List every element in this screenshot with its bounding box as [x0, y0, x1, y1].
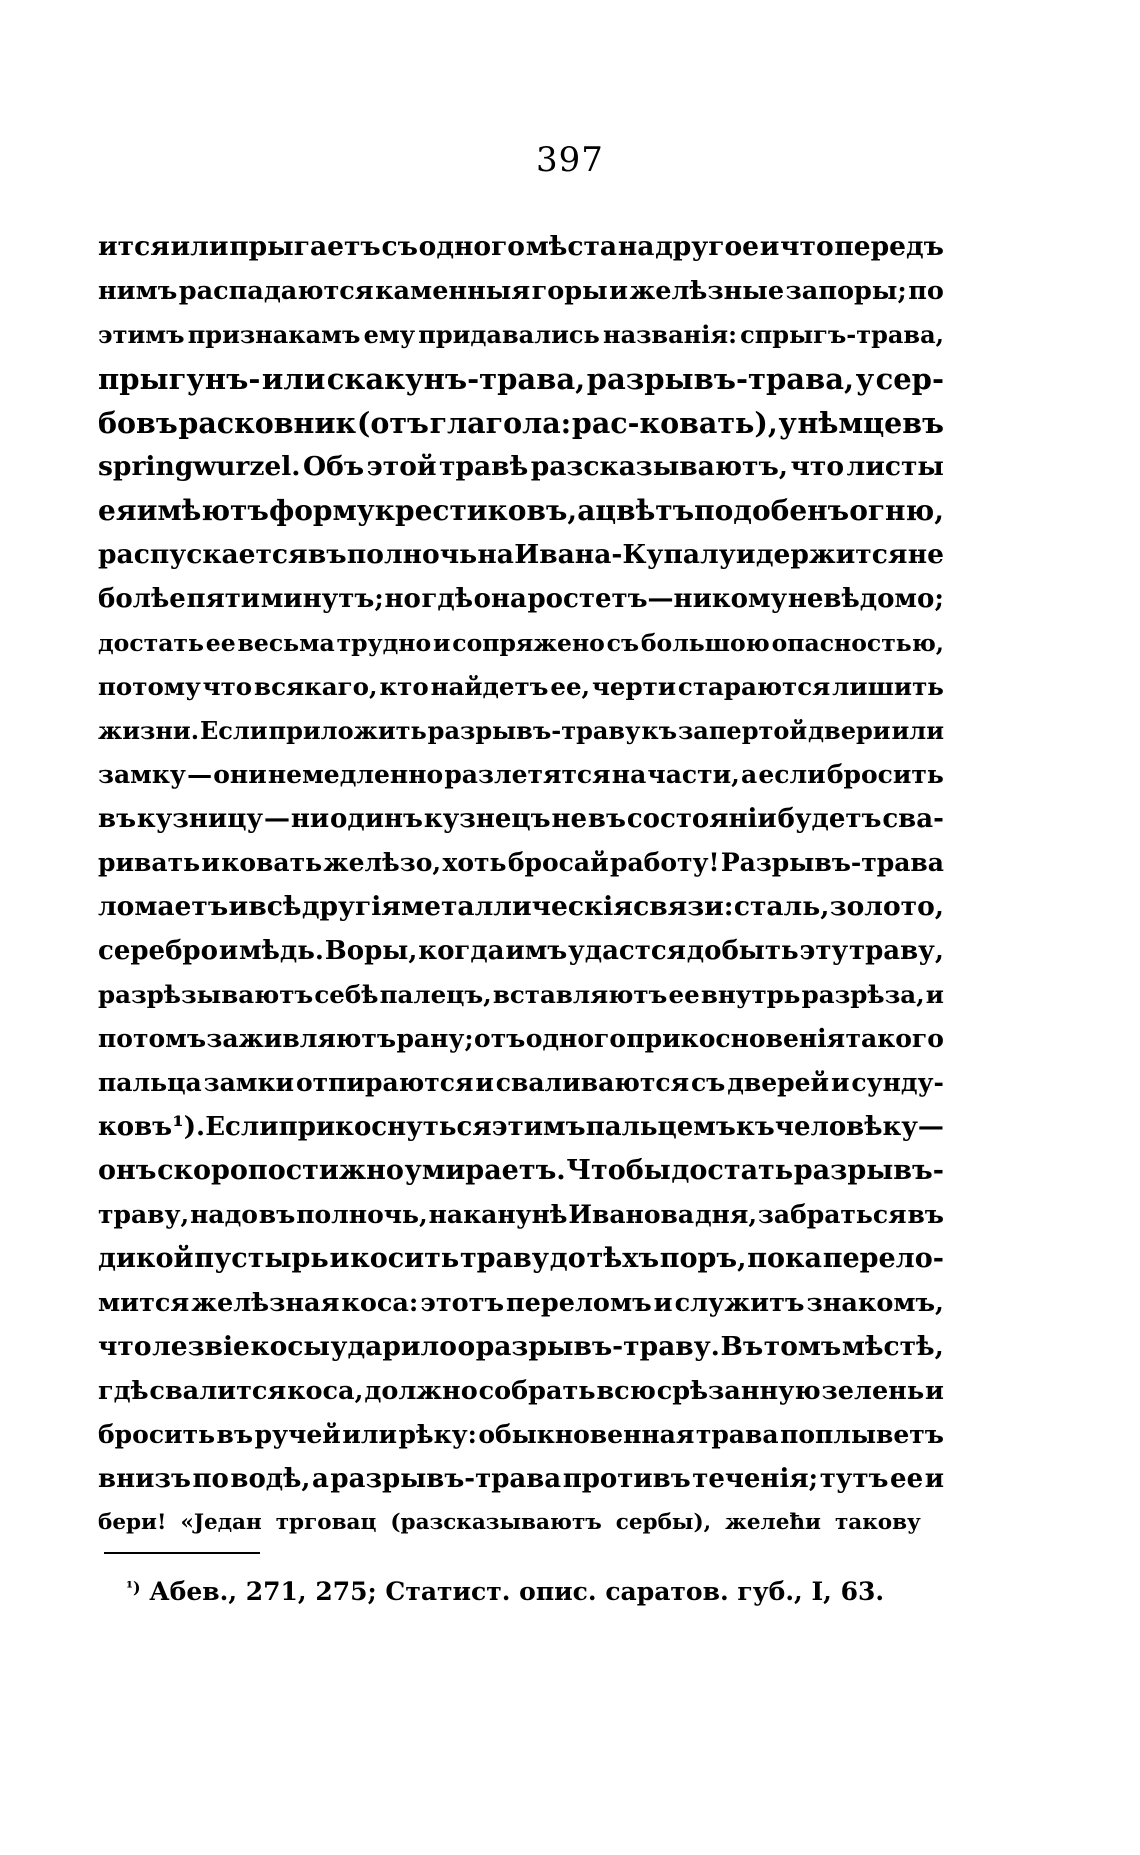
page-number: 397 [536, 140, 604, 180]
text-line: бовъ расковник (отъ глагола: рас-ковать), у нѣмцевъ [98, 406, 944, 440]
text-line: ея имѣютъ форму крестиковъ, а цвѣтъ подобенъ огню, [98, 494, 944, 527]
text-line: распускается въ полночь на Ивана-Купалу и держится не [98, 539, 944, 570]
text-line: нимъ распадаются каменныя горы и желѣзные запоры; по [98, 276, 944, 306]
text-line: жизни. Если приложить разрывъ-траву къ запертой двери или [98, 716, 944, 745]
text-line: траву, надо въ полночь, наканунѣ Иванова дня, забраться въ [98, 1200, 944, 1229]
text-line: достать ее весьма трудно и сопряжено съ большою опасностью, [98, 629, 944, 657]
footnote-rule [104, 1552, 260, 1554]
text-line: болѣе пяти минутъ; но гдѣ она ростетъ—никому невѣдомо; [98, 584, 944, 614]
text-line: потомъ заживляютъ рану; отъ одного прикосновенія такого [98, 1024, 944, 1053]
body-text [98, 225, 944, 1545]
text-line: потому что всякаго, кто найдетъ ее, черти стараются лишить [98, 672, 944, 701]
text-line: замку — они немедленно разлетятся на части, а если бросить [98, 760, 944, 789]
text-line: разрѣзываютъ себѣ палецъ, вставляютъ ее внутрь разрѣза, и [98, 980, 944, 1009]
text-line: гдѣ свалится коса, должно собрать всю срѣзанную зелень и [98, 1376, 944, 1406]
text-line: дикой пустырь и косить траву до тѣхъ поръ, пока перело- [98, 1243, 944, 1274]
footnote-marker: ¹) [126, 1578, 141, 1597]
footnote-text: Абев., 271, 275; Статист. опис. саратов. губ., I, 63. [149, 1577, 885, 1606]
text-line: springwurzel. Объ этой травѣ разсказываютъ, что листы [98, 451, 944, 482]
footnote [126, 1574, 884, 1610]
text-line: внизъ по водѣ, а разрывъ-трава противъ теченія; тутъ ее и [98, 1464, 944, 1494]
text-line: бросить въ ручей или рѣку: обыкновенная трава поплыветъ [98, 1420, 944, 1449]
text-line: ривать и ковать желѣзо, хоть бросай работу! Разрывъ-трава [98, 848, 944, 877]
text-line: онъ скоропостижно умираетъ. Чтобы достать разрывъ- [98, 1155, 944, 1186]
text-line: серебро и мѣдь. Воры, когда имъ удастся добыть эту траву, [98, 936, 944, 966]
text-line: ломаетъ и всѣ другія металлическія связи: сталь, золото, [98, 891, 944, 922]
text-line: мится желѣзная коса: этотъ переломъ и служитъ знакомъ, [98, 1288, 944, 1318]
text-line: бери! «Један трговац (разсказываютъ сербы), желеħи такову [98, 1510, 921, 1535]
text-line: что лезвіе косы ударило о разрывъ-траву. Въ томъ мѣстѣ, [98, 1331, 944, 1362]
text-line: прыгунъ- или скакунъ-трава, разрывъ-трава, у сер- [98, 362, 944, 396]
text-line: ковъ ¹). Если прикоснуться этимъ пальцемъ къ человѣку— [98, 1112, 944, 1142]
text-line: пальца замки отпираются и сваливаются съ дверей и сунду- [98, 1068, 944, 1097]
text-line: ится или прыгаетъ съ одного мѣста на другое и что передъ [98, 231, 944, 262]
text-line: этимъ признакамъ ему придавались названія: спрыгъ-трава, [98, 320, 944, 349]
text-line: въ кузницу — ни одинъ кузнецъ не въ состояніи будетъ сва- [98, 804, 944, 834]
